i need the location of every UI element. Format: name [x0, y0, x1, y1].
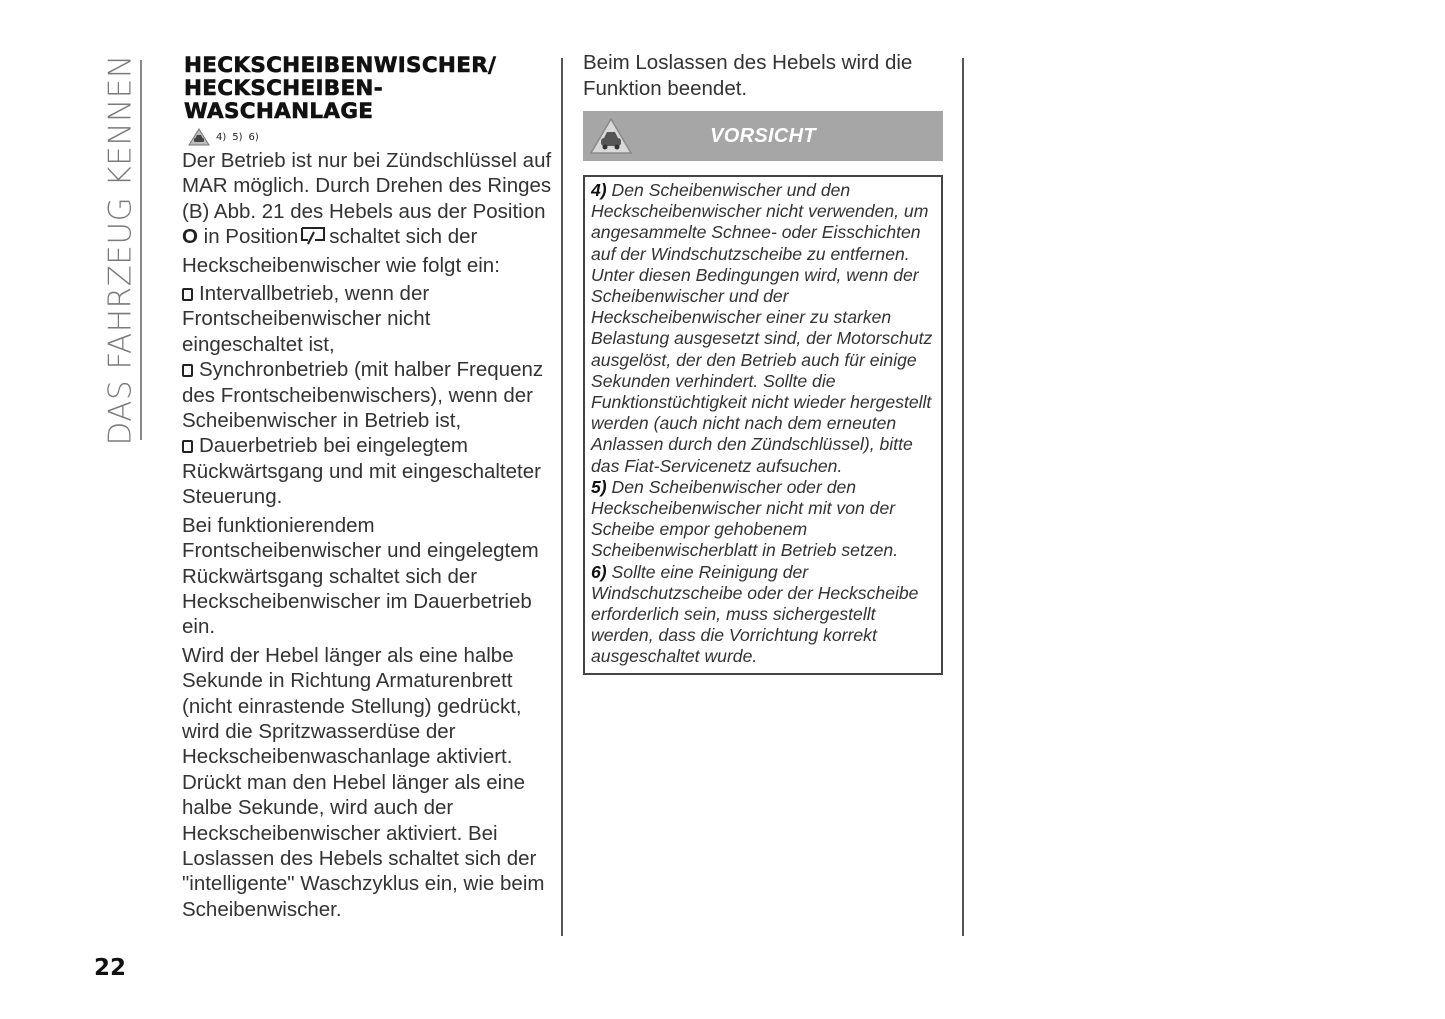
intro-text-b: in Position — [203, 225, 299, 249]
note-text: Sollte eine Reinigung der Windschutzscheibe oder der Heckscheibe erforderlich sein, muss sichergestellt werden, dass die Vorrichtung korrekt ausgeschaltet wurde. — [591, 561, 919, 667]
reverse-gear-paragraph: Bei funktionierendem Frontscheibenwischer und eingelegtem Rückwärtsgang schaltet sich der Heckscheibenwischer im Dauerbetrieb ein. — [182, 513, 539, 639]
caution-notes-box — [583, 175, 943, 675]
position-o-symbol: O — [182, 225, 198, 249]
note-number: 5) — [591, 476, 607, 497]
page-number: 22 — [94, 955, 127, 981]
bullet-item — [182, 433, 554, 509]
caution-note — [591, 562, 935, 668]
warning-references — [188, 126, 554, 148]
heading-line: HECKSCHEIBEN- — [184, 76, 383, 101]
ref-link[interactable]: 6) — [248, 131, 259, 143]
intro-text-a: Der Betrieb ist nur bei Zündschlüssel auf MAR möglich. Durch Drehen des Ringes (B) Abb. 21 des Hebels aus der Position — [182, 149, 552, 223]
heading-line: WASCHANLAGE — [184, 99, 374, 124]
lever-paragraph: Wird der Hebel länger als eine halbe Sekunde in Richtung Armaturenbrett (nicht einrastende Stellung) gedrückt, wird die Spritzwasserdüse der Heckscheibenwaschanlage aktiviert. Drückt man den Hebel länger als eine halbe Sekunde, wird auch der Heckscheibenwischer aktiviert. Bei Loslassen des Hebels schaltet sich der "intelligente" Waschzyklus ein, wie beim Scheibenwischer. — [182, 643, 545, 921]
intro-paragraph — [182, 148, 554, 278]
rear-wiper-icon — [300, 226, 326, 252]
column-middle — [583, 50, 943, 675]
caution-note — [591, 180, 935, 477]
section-title-vertical — [103, 54, 140, 446]
column-divider-middle — [561, 58, 563, 936]
note-number: 4) — [591, 180, 607, 200]
note-text: Den Scheibenwischer oder den Heckscheibenwischer nicht mit von der Scheibe empor gehobenem Scheibenwischerblatt in Betrieb setzen. — [591, 476, 899, 561]
intro-text-c: schaltet sich der Heckscheibenwischer wie folgt ein: — [182, 225, 500, 277]
caution-header — [583, 111, 943, 161]
section-title-text: DAS FAHRZEUG KENNEN — [103, 54, 140, 446]
ref-link[interactable]: 5) — [232, 131, 243, 143]
sidebar-divider — [140, 60, 142, 440]
bullet-text: Synchronbetrieb (mit halber Frequenz des Frontscheibenwischers), wenn der Scheibenwischer in Betrieb ist, — [182, 358, 544, 433]
note-number: 6) — [591, 561, 607, 582]
heading-line: HECKSCHEIBENWISCHER/ — [184, 53, 497, 78]
bullet-text: Intervallbetrieb, wenn der Frontscheibenwischer nicht eingeschaltet ist, — [182, 282, 431, 356]
ref-link[interactable]: 4) — [216, 131, 227, 143]
car-warning-icon — [188, 128, 210, 146]
bullet-item — [182, 357, 554, 433]
bullet-box-icon — [182, 364, 193, 377]
bullet-text: Dauerbetrieb bei eingelegtem Rückwärtsgang und mit eingeschalteter Steuerung. — [182, 434, 541, 509]
body-text — [182, 148, 554, 922]
column-left — [182, 54, 554, 922]
release-lever-text: Beim Loslassen des Hebels wird die Funktion beendet. — [583, 51, 913, 100]
bullet-box-icon — [182, 288, 193, 301]
note-text: Den Scheibenwischer und den Heckscheibenwischer nicht verwenden, um angesammelte Schnee- oder Eisschichten auf der Windschutzscheibe zu entfernen. Unter diesen Bedingungen wird, wenn der Scheibenwischer und der Heckscheibenwischer einer zu starken Belastung ausgesetzt sind, der Motorschutz ausgelöst, der den Betrieb auch für einige Sekunden verhindert. Sollte die Funktionstüchtigkeit nicht wieder hergestellt werden (auch nicht nach dem erneuten Anlassen durch den Zündschlüssel), bitte das Fiat-Servicenetz aufsuchen. — [591, 180, 933, 476]
caution-note — [591, 477, 935, 562]
column-divider-right — [962, 58, 964, 936]
bullet-box-icon — [182, 440, 193, 453]
caution-label: VORSICHT — [710, 124, 816, 147]
bullet-item — [182, 281, 554, 357]
section-heading — [184, 54, 554, 123]
